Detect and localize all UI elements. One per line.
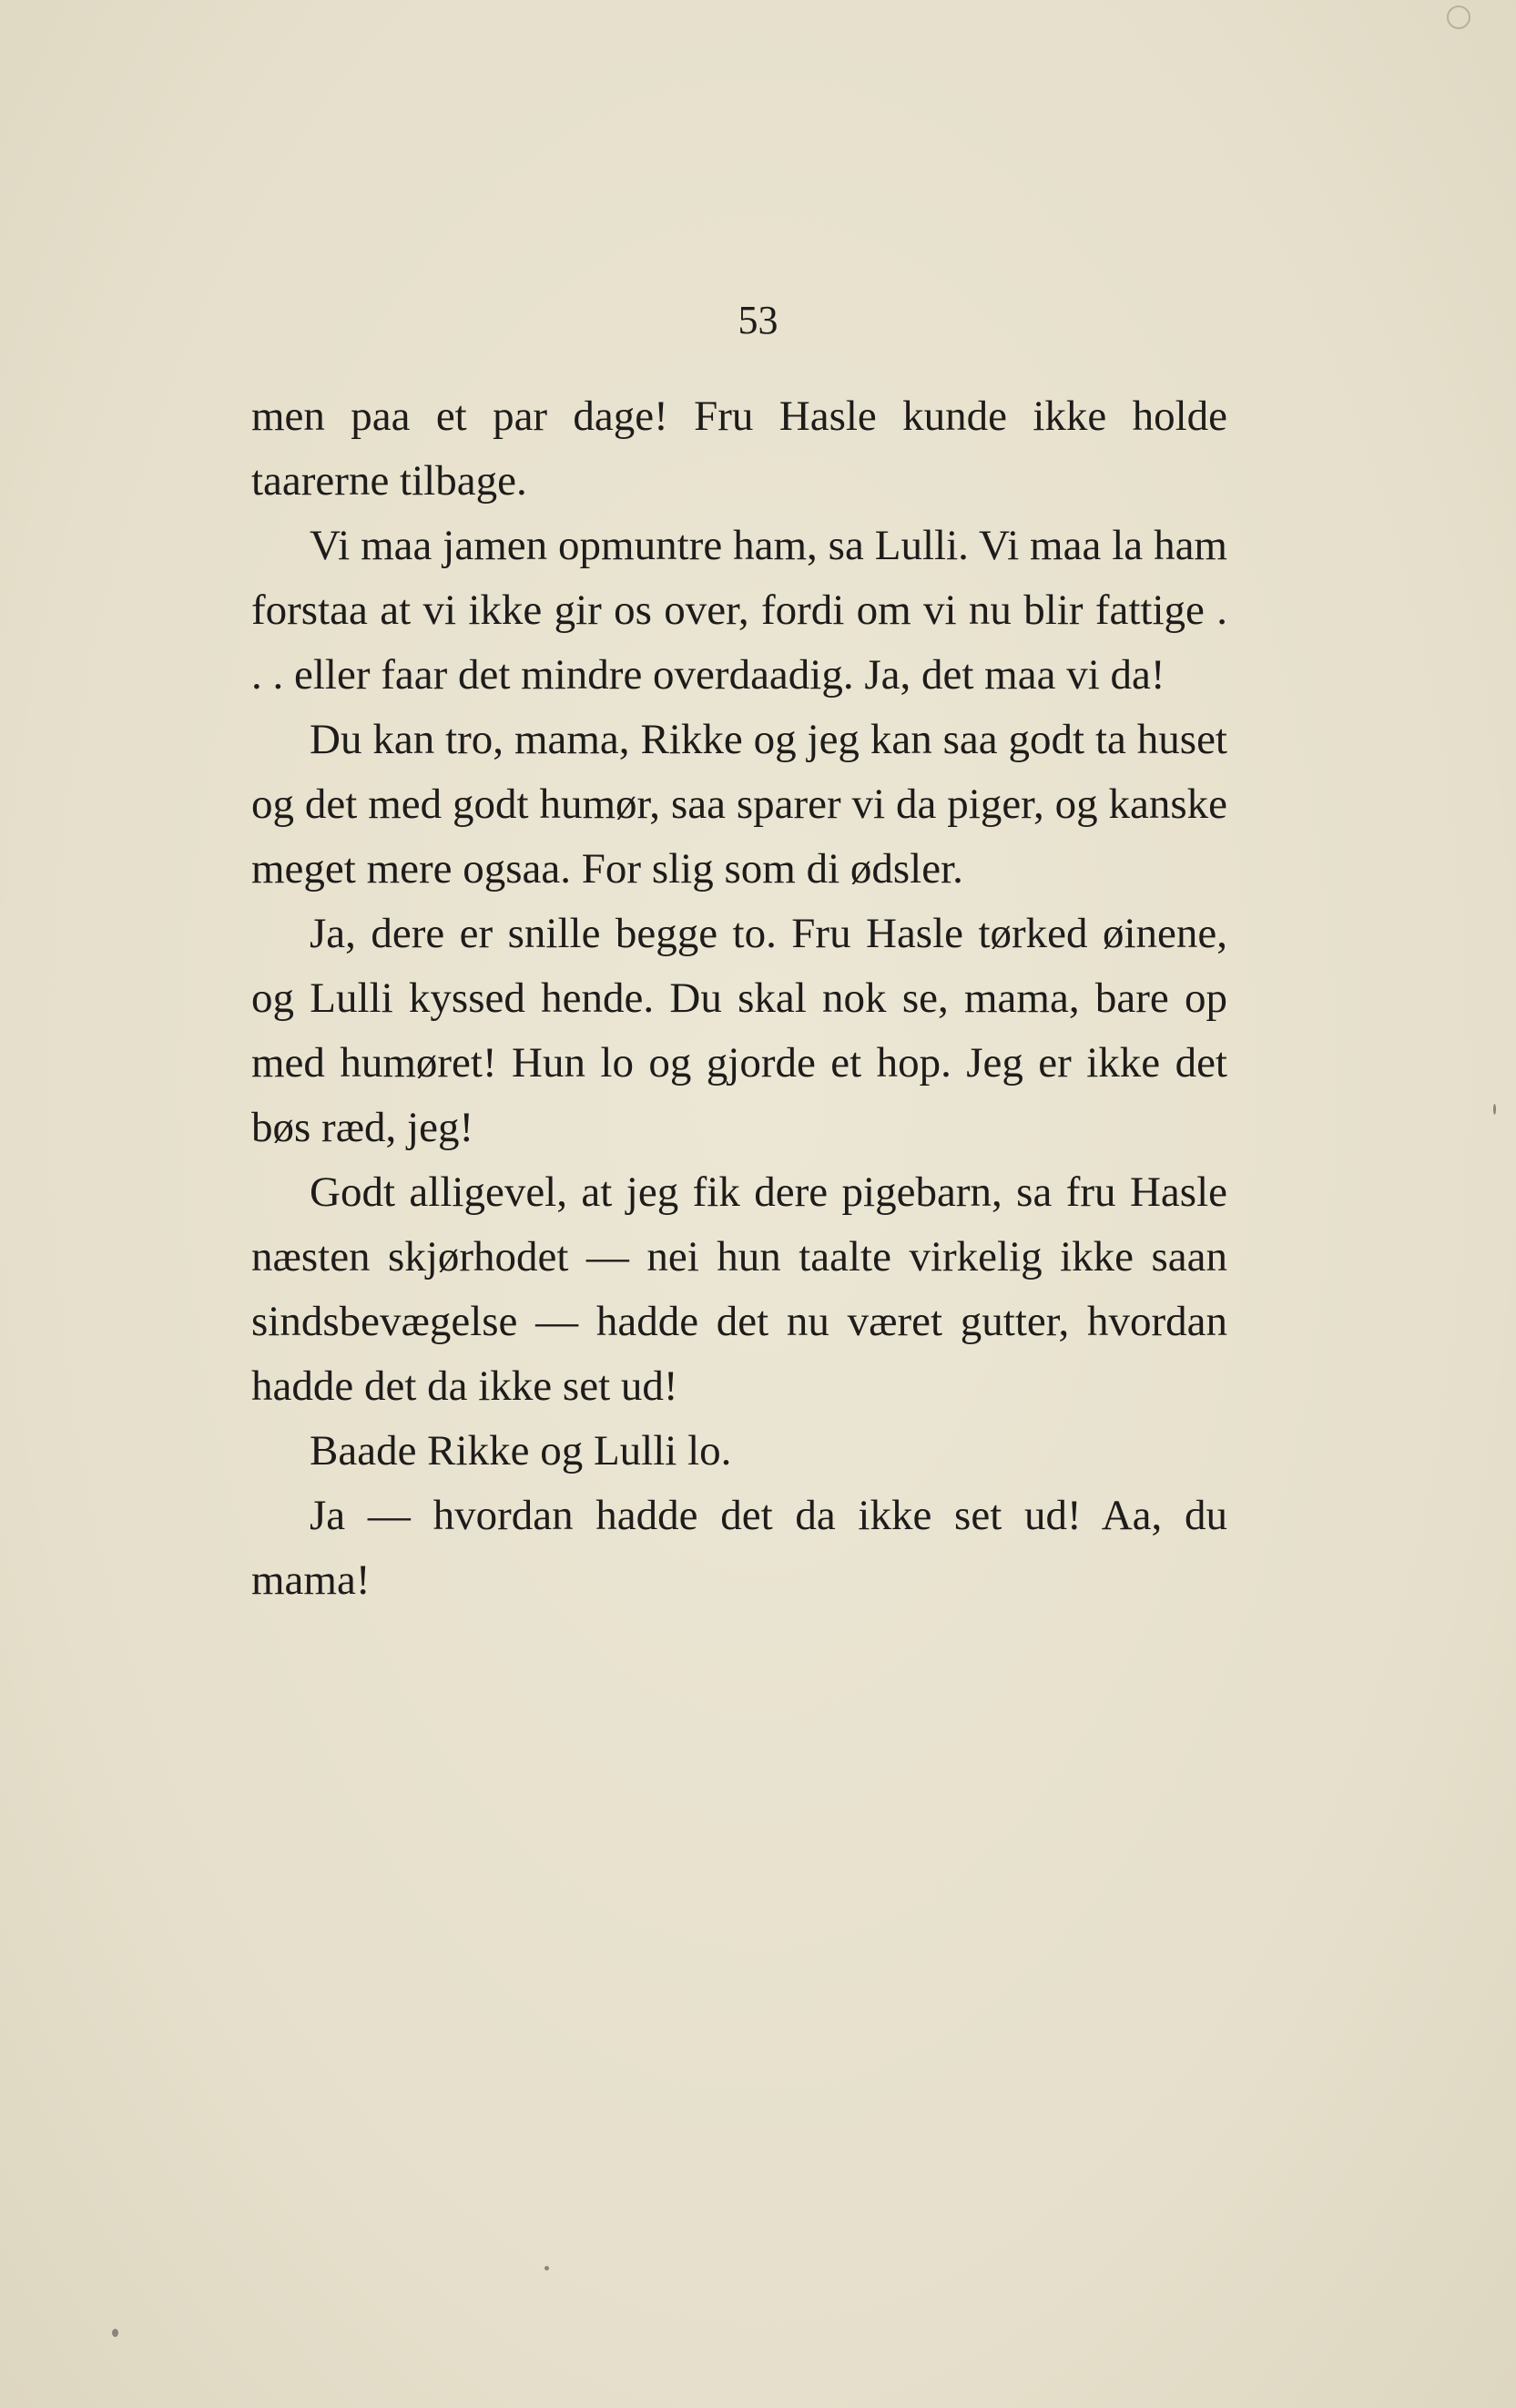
paragraph-3: Du kan tro, mama, Rikke og jeg kan saa godt ta huset og det med godt humør, saa sparer vi da piger, og kanske meget mere ogsaa. For slig som di ødsler.: [251, 716, 1227, 893]
paragraph-7: Ja — hvordan hadde det da ikke set ud! Aa, du mama!: [251, 1492, 1227, 1604]
corner-stamp: [1447, 5, 1470, 29]
paragraph-5: Godt alligevel, at jeg fik dere pigebarn, sa fru Hasle næsten skjørhodet — nei hun taalte virkelig ikke saan sindsbevægelse — hadde det nu været gutter, hvordan hadde det da ikke set ud!: [251, 1168, 1227, 1410]
paper-speck: [1493, 1104, 1496, 1115]
body-text: [251, 384, 1227, 1613]
paragraph-4: Ja, dere er snille begge to. Fru Hasle tørked øinene, og Lulli kyssed hende. Du skal nok se, mama, bare op med humøret! Hun lo og gjorde et hop. Jeg er ikke det bøs ræd, jeg!: [251, 910, 1227, 1151]
paragraph-6: Baade Rikke og Lulli lo.: [310, 1427, 732, 1474]
paragraph-2: Vi maa jamen opmuntre ham, sa Lulli. Vi maa la ham forstaa at vi ikke gir os over, fordi om vi nu blir fattige . . . eller faar det mindre overdaadig. Ja, det maa vi da!: [251, 522, 1227, 699]
paragraph-1: men paa et par dage! Fru Hasle kunde ikke holde taarerne tilbage.: [251, 393, 1227, 505]
paper-speck: [544, 2266, 549, 2270]
page-number: 53: [738, 298, 778, 342]
paper-speck: [112, 2329, 118, 2337]
